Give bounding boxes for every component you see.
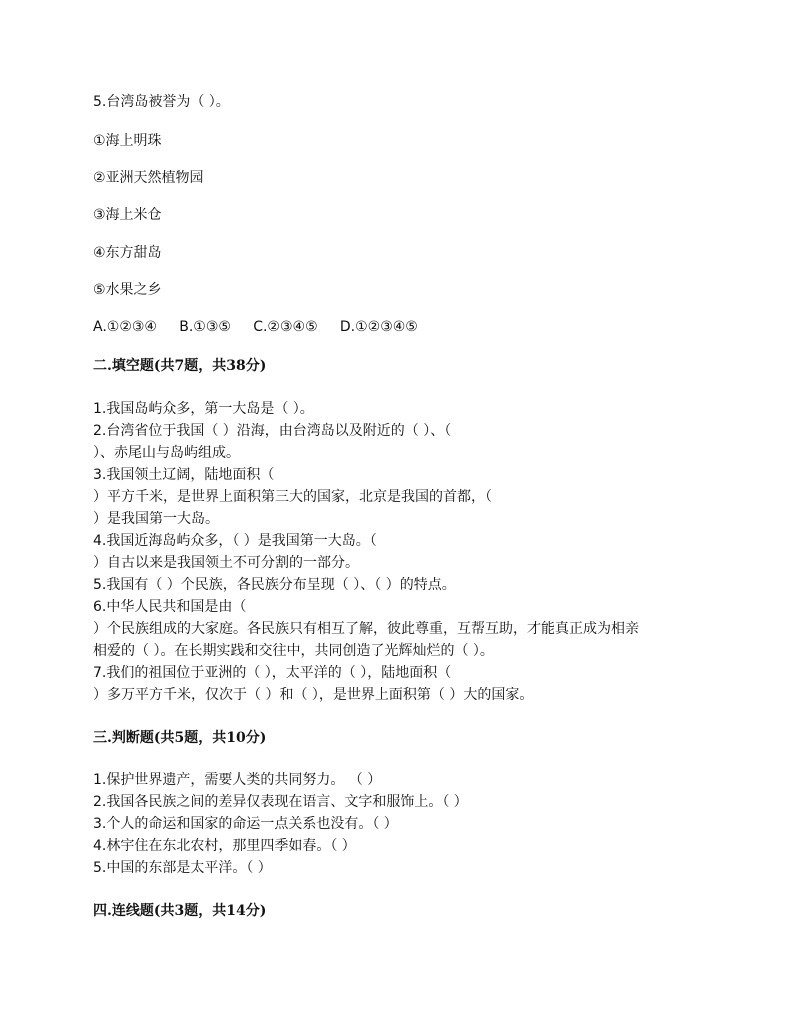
fill-line: 7.我们的祖国位于亚洲的（ ），太平洋的（ ），陆地面积（: [93, 665, 452, 681]
judge-line: 4.林宇住在东北农村，那里四季如春。（ ）: [93, 838, 356, 854]
fill-line: 4.我国近海岛屿众多，（ ）是我国第一大岛。（: [93, 533, 377, 549]
fill-line: 3.我国领土辽阔，陆地面积（: [93, 467, 275, 483]
fill-line: 1.我国岛屿众多，第一大岛是（ ）。: [93, 401, 314, 417]
fill-line: 6.中华人民共和国是由（: [93, 599, 247, 615]
judge-line: 3.个人的命运和国家的命运一点关系也没有。（ ）: [93, 816, 398, 832]
question-5-stem: 5.台湾岛被誉为（ ）。: [93, 94, 230, 110]
q5-item-3: ③海上米仓: [93, 207, 162, 223]
judge-line: 2.我国各民族之间的差异仅表现在语言、文字和服饰上。（ ）: [93, 794, 468, 810]
fill-line: ）平方千米，是世界上面积第三大的国家，北京是我国的首都，（: [93, 489, 492, 505]
fill-line: ）个民族组成的大家庭。各民族只有相互了解，彼此尊重，互帮互助，才能真正成为相亲: [93, 621, 639, 637]
fill-line: 相爱的（ ）。在长期实践和交往中，共同创造了光辉灿烂的（ ）。: [93, 643, 494, 659]
fill-line: ）、赤尾山与岛屿组成。: [93, 445, 240, 461]
q5-item-1: ①海上明珠: [93, 133, 162, 149]
q5-item-2: ②亚洲天然植物园: [93, 170, 204, 186]
section-3-title: 三.判断题(共5题，共10分): [93, 730, 267, 746]
q5-item-5: ⑤水果之乡: [93, 282, 162, 298]
q5-answer-options: A.①②③④ B.①③⑤ C.②③④⑤ D.①②③④⑤: [93, 319, 418, 335]
fill-line: 5.我国有（ ）个民族，各民族分布呈现（ ）、（ ）的特点。: [93, 577, 456, 593]
fill-line: 2.台湾省位于我国（ ）沿海，由台湾岛以及附近的（ ）、（: [93, 423, 452, 439]
fill-line: ）多万平方千米，仅次于（ ）和（ ），是世界上面积第（ ）大的国家。: [93, 687, 534, 703]
judge-line: 1.保护世界遗产，需要人类的共同努力。 （ ）: [93, 772, 382, 788]
section-4-title: 四.连线题(共3题，共14分): [93, 903, 267, 919]
fill-line: ）自古以来是我国领土不可分割的一部分。: [93, 555, 359, 571]
section-2-title: 二.填空题(共7题，共38分): [93, 358, 267, 374]
fill-line: ）是我国第一大岛。: [93, 511, 219, 527]
judge-line: 5.中国的东部是太平洋。（ ）: [93, 860, 272, 876]
q5-item-4: ④东方甜岛: [93, 245, 162, 261]
